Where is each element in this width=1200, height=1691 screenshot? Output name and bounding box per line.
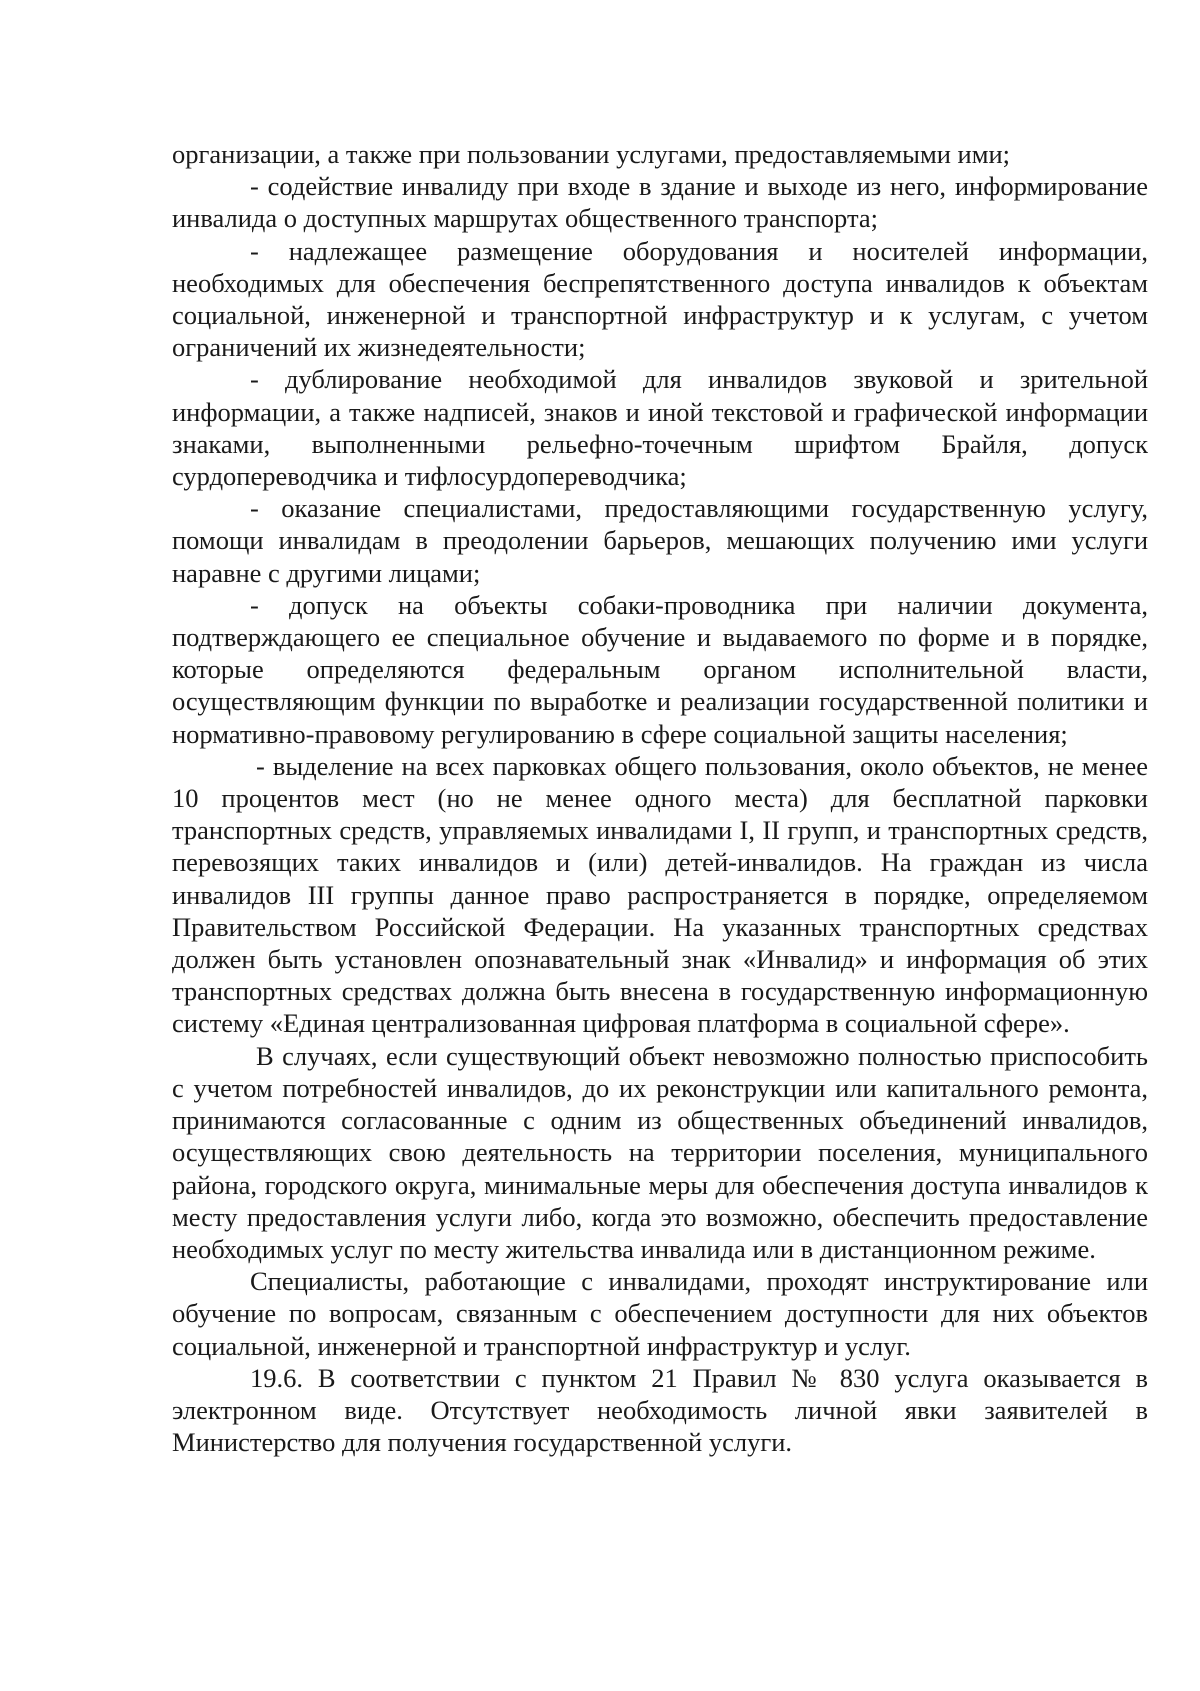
document-body xyxy=(172,138,1148,1458)
paragraph-8: В случаях, если существующий объект невозможно полностью приспособить с учетом потребностей инвалидов, до их реконструкции или капитального ремонта, принимаются согласованные с одним из общественных объединений инвалидов, осуществляющих свою деятельность на территории поселения, муниципального района, городского округа, минимальные меры для обеспечения доступа инвалидов к месту предоставления услуги либо, когда это возможно, обеспечить предоставление необходимых услуг по месту жительства инвалида или в дистанционном режиме. xyxy=(172,1040,1148,1264)
paragraph-9: Специалисты, работающие с инвалидами, проходят инструктирование или обучение по вопросам, связанным с обеспечением доступности для них объектов социальной, инженерной и транспортной инфраструктур и услуг. xyxy=(172,1266,1148,1361)
paragraph-3: - надлежащее размещение оборудования и носителей информации, необходимых для обеспечения беспрепятственного доступа инвалидов к объектам социальной, инженерной и транспортной инфраструктур и к услугам, с учетом ограничений их жизнедеятельности; xyxy=(172,235,1148,363)
paragraph-2: - содействие инвалиду при входе в здание и выходе из него, информирование инвалида о доступных маршрутах общественного транспорта; xyxy=(172,171,1148,234)
paragraph-4: - дублирование необходимой для инвалидов звуковой и зрительной информации, а также надписей, знаков и иной текстовой и графической информации знаками, выполненными рельефно-точечным шрифтом Брайля, допуск сурдопереводчика и тифлосурдопереводчика; xyxy=(172,364,1148,492)
paragraph-10: 19.6. В соответствии с пунктом 21 Правил № 830 услуга оказывается в электронном виде. Отсутствует необходимость личной явки заявителей в Министерство для получения государственной услуги. xyxy=(172,1362,1148,1458)
paragraph-7: - выделение на всех парковках общего пользования, около объектов, не менее 10 процентов мест (но не менее одного места) для бесплатной парковки транспортных средств, управляемых инвалидами I, II групп, и транспортных средств, перевозящих таких инвалидов и (или) детей-инвалидов. На граждан из числа инвалидов III группы данное право распространяется в порядке, определяемом Правительством Российской Федерации. На указанных транспортных средствах должен быть установлен опознавательный знак «Инвалид» и информация об этих транспортных средствах должна быть внесена в государственную информационную систему «Единая централизованная цифровая платформа в социальной сфере». xyxy=(172,750,1148,1039)
paragraph-5: - оказание специалистами, предоставляющими государственную услугу, помощи инвалидам в преодолении барьеров, мешающих получению ими услуги наравне с другими лицами; xyxy=(172,493,1148,588)
paragraph-1: организации, а также при пользовании услугами, предоставляемыми ими; xyxy=(172,139,1011,169)
paragraph-6: - допуск на объекты собаки-проводника при наличии документа, подтверждающего ее специальное обучение и выдаваемого по форме и в порядке, которые определяются федеральным органом исполнительной власти, осуществляющим функции по выработке и реализации государственной политики и нормативно-правовому регулированию в сфере социальной защиты населения; xyxy=(172,589,1148,749)
